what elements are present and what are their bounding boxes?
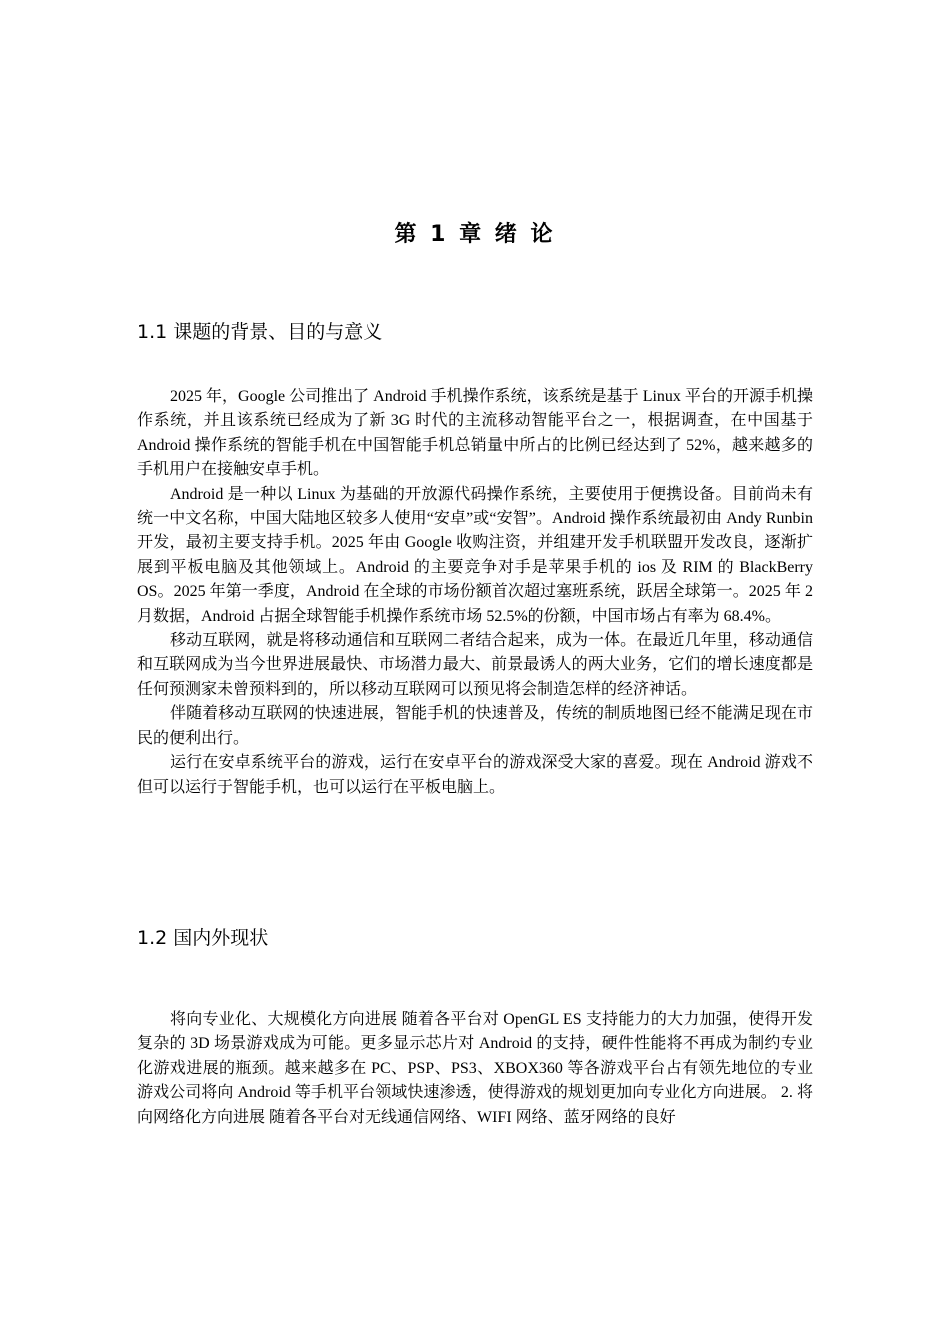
paragraph: 2025 年，Google 公司推出了 Android 手机操作系统，该系统是基于 Linux 平台的开源手机操作系统，并且该系统已经成为了新 3G 时代的主流移动智能平台之一，根据调查，在中国基于 Android 操作系统的智能手机在中国智能手机总销量中所占的比例已经达到了 52%，越来越多的手机用户在接触安卓手机。 xyxy=(137,388,813,479)
paragraph: Android 是一种以 Linux 为基础的开放源代码操作系统，主要使用于便携设备。目前尚未有统一中文名称，中国大陆地区较多人使用“安卓”或“安智”。Android 操作系统最初由 Andy Runbin 开发，最初主要支持手机。2025 年由 Google 收购注资，并组建开发手机联盟开发改良，逐渐扩展到平板电脑及其他领域上。Android 的主要竞争对手是苹果手机的 ios 及 RIM 的 BlackBerry OS。2025 年第一季度，Android 在全球的市场份额首次超过塞班系统，跃居全球第一。2025 年 2 月数据，Android 占据全球智能手机操作系统市场 52.5%的份额，中国市场占有率为 68.4%。 xyxy=(137,485,813,625)
section-heading-1-1: 1.1 课题的背景、目的与意义 xyxy=(137,321,383,343)
section-heading-1-2: 1.2 国内外现状 xyxy=(137,927,269,949)
paragraph: 移动互联网，就是将移动通信和互联网二者结合起来，成为一体。在最近几年里，移动通信和互联网成为当今世界进展最快、市场潜力最大、前景最诱人的两大业务，它们的增长速度都是任何预测家未曾预料到的，所以移动互联网可以预见将会制造怎样的经济神话。 xyxy=(137,632,813,698)
section-1-2-body xyxy=(137,1008,813,1130)
paragraph: 将向专业化、大规模化方向进展 随着各平台对 OpenGL ES 支持能力的大力加强，使得开发复杂的 3D 场景游戏成为可能。更多显示芯片对 Android 的支持，硬件性能将不再成为制约专业化游戏进展的瓶颈。越来越多在 PC、PSP、PS3、XBOX360 等各游戏平台占有领先地位的专业游戏公司将向 Android 等手机平台领域快速渗透，使得游戏的规划更加向专业化方向进展。 2. 将向网络化方向进展 随着各平台对无线通信网络、WIFI 网络、蓝牙网络的良好 xyxy=(137,1011,813,1126)
paragraph: 伴随着移动互联网的快速进展，智能手机的快速普及，传统的制质地图已经不能满足现在市民的便利出行。 xyxy=(137,705,813,747)
section-1-1-body xyxy=(137,385,813,800)
paragraph: 运行在安卓系统平台的游戏，运行在安卓平台的游戏深受大家的喜爱。现在 Android 游戏不但可以运行于智能手机，也可以运行在平板电脑上。 xyxy=(137,754,813,796)
chapter-title: 第 1 章 绪 论 xyxy=(394,222,556,247)
